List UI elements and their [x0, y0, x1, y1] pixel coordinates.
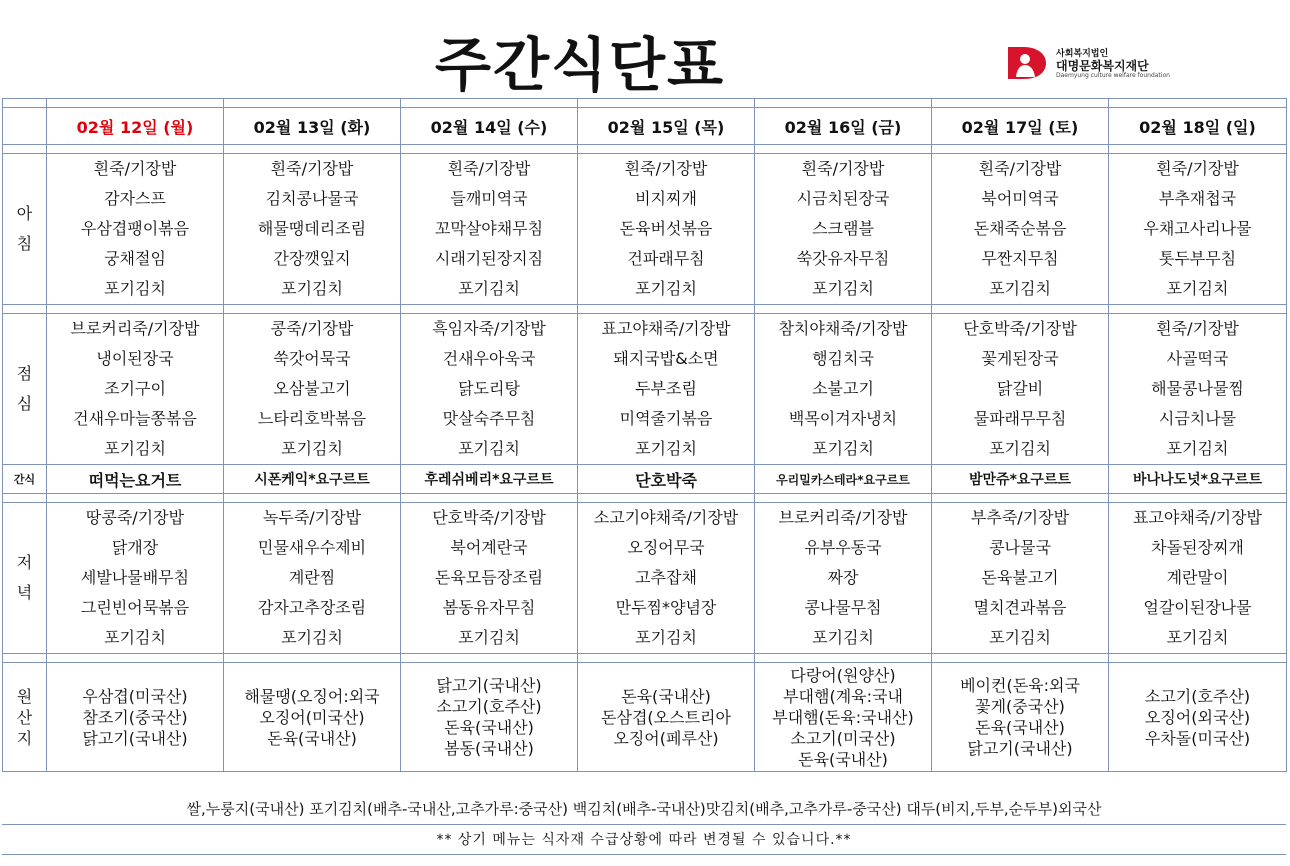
menu-item: 냉이된장국	[96, 349, 174, 368]
menu-item: 우삼겹팽이볶음	[80, 219, 190, 238]
menu-item: 포기김치	[281, 279, 343, 298]
spacer-cell	[578, 99, 755, 108]
menu-item: 브로커리죽/기장밥	[778, 508, 908, 527]
menu-cell	[755, 503, 932, 654]
menu-item: 콩나물무침	[804, 598, 882, 617]
menu-item: 김치콩나물국	[265, 189, 359, 208]
origin-row	[3, 663, 1287, 772]
menu-cell	[755, 154, 932, 305]
menu-item: 단호박죽/기장밥	[432, 508, 546, 527]
menu-item: 닭도리탕	[458, 379, 520, 398]
menu-cell	[1109, 154, 1287, 305]
spacer-cell	[47, 654, 224, 663]
footer-change-notice: ** 상기 메뉴는 식자재 수급상황에 따라 변경될 수 있습니다.**	[2, 826, 1286, 855]
menu-item: 포기김치	[989, 439, 1051, 458]
menu-item: 포기김치	[989, 628, 1051, 647]
menu-item: 해물콩나물찜	[1151, 379, 1244, 398]
menu-item: 돈육불고기	[981, 568, 1059, 587]
origin-item: 해물땡(오징어:외국	[244, 686, 380, 706]
origin-cell	[578, 663, 755, 772]
spacer-cell	[224, 654, 401, 663]
origin-item: 꽃게(중국산)	[975, 697, 1065, 716]
menu-item: 흰죽/기장밥	[93, 159, 177, 178]
date-header: 02월 15일 (목)	[578, 108, 755, 145]
spacer-cell	[3, 99, 47, 108]
menu-cell	[755, 314, 932, 465]
spacer-cell	[224, 305, 401, 314]
menu-item: 쑥갓유자무침	[796, 249, 890, 268]
menu-item: 포기김치	[812, 628, 874, 647]
spacer-cell	[401, 145, 578, 154]
page-title: 주간식단표	[434, 31, 726, 99]
menu-item: 시래기된장지짐	[434, 249, 544, 268]
menu-item: 땅콩죽/기장밥	[85, 508, 185, 527]
menu-item: 닭갈비	[996, 379, 1044, 398]
menu-item: 오징어무국	[627, 538, 705, 557]
menu-item: 두부조림	[635, 379, 697, 398]
meal-row-dinner	[3, 503, 1287, 654]
origin-item: 소고기(호주산)	[436, 697, 542, 716]
spacer-cell	[755, 145, 932, 154]
menu-item: 얼갈이된장나물	[1143, 598, 1252, 617]
spacer-cell	[47, 305, 224, 314]
menu-item: 돈채죽순볶음	[973, 219, 1067, 238]
meal-label-origin: 원 산 지	[3, 663, 47, 772]
origin-item: 돈육(국내산)	[798, 749, 888, 769]
menu-cell	[401, 314, 578, 465]
menu-item: 콩나물국	[989, 538, 1051, 557]
meal-label-dinner: 저 녁	[3, 503, 47, 654]
snack-cell: 떠먹는요거트	[47, 465, 224, 494]
origin-item: 돈육(국내산)	[975, 718, 1065, 737]
origin-item: 다랑어(원양산)	[790, 665, 896, 685]
menu-item: 세발나물배무침	[80, 568, 190, 587]
snack-cell: 바나나도넛*요구르트	[1109, 465, 1287, 494]
spacer-cell	[224, 145, 401, 154]
footer-origin-note: 쌀,누룽지(국내산) 포기김치(배추-국내산,고추가루:중국산) 백김치(배추-국내산)맛김치(배추,고추가루-중국산) 대두(비지,두부,순두부)외국산	[2, 794, 1286, 825]
menu-item: 간장깻잎지	[273, 249, 351, 268]
menu-item: 건새우아욱국	[442, 349, 536, 368]
menu-item: 흰죽/기장밥	[1156, 319, 1239, 338]
menu-item: 흰죽/기장밥	[801, 159, 885, 178]
menu-item: 궁채절임	[104, 249, 166, 268]
menu-cell	[1109, 314, 1287, 465]
date-header: 02월 14일 (수)	[401, 108, 578, 145]
menu-item: 표고야채죽/기장밥	[601, 319, 731, 338]
spacer-cell	[401, 654, 578, 663]
spacer-cell	[1109, 99, 1287, 108]
spacer-cell	[3, 305, 47, 314]
spacer-cell	[755, 99, 932, 108]
spacer-cell	[3, 654, 47, 663]
menu-item: 표고야채죽/기장밥	[1132, 508, 1263, 527]
menu-item: 포기김치	[1166, 279, 1229, 298]
spacer-cell	[3, 494, 47, 503]
meal-label-lunch: 점 심	[3, 314, 47, 465]
menu-cell	[47, 154, 224, 305]
date-header: 02월 13일 (화)	[224, 108, 401, 145]
menu-item: 꽃게된장국	[981, 349, 1059, 368]
origin-cell	[755, 663, 932, 772]
spacer-row	[3, 145, 1287, 154]
menu-item: 돼지국밥&소면	[613, 349, 719, 368]
menu-item: 감자스프	[104, 189, 166, 208]
spacer-cell	[755, 654, 932, 663]
origin-item: 우삼겹(미국산)	[82, 686, 188, 706]
menu-item: 시금치나물	[1158, 409, 1237, 428]
date-header: 02월 16일 (금)	[755, 108, 932, 145]
menu-item: 포기김치	[635, 628, 697, 647]
snack-cell: 밤만쥬*요구르트	[932, 465, 1109, 494]
menu-item: 건파래무침	[627, 249, 705, 268]
origin-item: 돈삼겹(오스트리아	[601, 707, 731, 727]
menu-item: 미역줄기볶음	[619, 409, 713, 428]
spacer-cell	[401, 494, 578, 503]
origin-item: 오징어(외국산)	[1144, 707, 1251, 727]
menu-item: 봄동유자무침	[442, 598, 536, 617]
menu-item: 포기김치	[281, 439, 343, 458]
logo-name: 대명문화복지재단	[1056, 59, 1149, 73]
menu-item: 돈육모듬장조림	[434, 568, 544, 587]
menu-item: 만두찜*양념장	[615, 598, 717, 617]
menu-item: 고추잡채	[635, 568, 697, 587]
spacer-cell	[578, 305, 755, 314]
origin-item: 돈육(국내산)	[444, 718, 534, 737]
menu-item: 포기김치	[458, 628, 520, 647]
menu-item: 백목이겨자냉치	[788, 409, 898, 428]
spacer-cell	[3, 145, 47, 154]
menu-item: 소고기야채죽/기장밥	[593, 508, 739, 527]
menu-item: 포기김치	[104, 628, 166, 647]
menu-item: 맛살숙주무침	[442, 409, 536, 428]
menu-item: 짜장	[827, 568, 859, 587]
origin-cell	[1109, 663, 1287, 772]
menu-cell	[224, 503, 401, 654]
menu-item: 느타리호박볶음	[257, 409, 367, 428]
menu-item: 부추죽/기장밥	[970, 508, 1070, 527]
meal-label-breakfast: 아 침	[3, 154, 47, 305]
menu-item: 사골떡국	[1166, 349, 1229, 368]
meal-row-breakfast	[3, 154, 1287, 305]
menu-cell	[932, 503, 1109, 654]
menu-item: 스크램블	[812, 219, 874, 238]
menu-cell	[401, 503, 578, 654]
menu-cell	[47, 314, 224, 465]
menu-item: 해물땡데리조림	[257, 219, 367, 238]
snack-cell: 우리밀카스테라*요구르트	[755, 465, 932, 494]
foundation-logo-icon	[1004, 44, 1050, 82]
origin-cell	[401, 663, 578, 772]
origin-item: 오징어(페루산)	[613, 728, 719, 748]
origin-item: 돈육(국내산)	[621, 686, 711, 706]
menu-item: 흰죽/기장밥	[624, 159, 708, 178]
menu-item: 건새우마늘쫑볶음	[73, 409, 197, 428]
foundation-logo	[1004, 44, 1170, 84]
menu-item: 포기김치	[812, 279, 874, 298]
weekly-menu-table	[2, 98, 1287, 772]
menu-item: 포기김치	[458, 439, 520, 458]
spacer-row	[3, 99, 1287, 108]
menu-item: 우채고사리나물	[1143, 219, 1252, 238]
menu-item: 조기구이	[104, 379, 166, 398]
spacer-cell	[932, 654, 1109, 663]
origin-item: 부대햄(돈육:국내산)	[772, 707, 914, 727]
spacer-cell	[401, 305, 578, 314]
menu-cell	[47, 503, 224, 654]
spacer-cell	[224, 494, 401, 503]
origin-item: 소고기(호주산)	[1144, 686, 1251, 706]
menu-item: 감자고추장조림	[257, 598, 367, 617]
menu-item: 들깨미역국	[450, 189, 528, 208]
menu-item: 차돌된장찌개	[1151, 538, 1244, 557]
menu-item: 꼬막살야채무침	[434, 219, 544, 238]
menu-item: 부추재첩국	[1158, 189, 1237, 208]
menu-item: 계란찜	[288, 568, 336, 587]
menu-cell	[1109, 503, 1287, 654]
menu-item: 포기김치	[635, 279, 697, 298]
menu-item: 흰죽/기장밥	[270, 159, 354, 178]
spacer-cell	[932, 99, 1109, 108]
spacer-row	[3, 494, 1287, 503]
menu-cell	[932, 154, 1109, 305]
menu-item: 행김치국	[812, 349, 874, 368]
origin-item: 봄동(국내산)	[444, 739, 534, 758]
menu-item: 녹두죽/기장밥	[262, 508, 362, 527]
spacer-cell	[47, 99, 224, 108]
spacer-cell	[1109, 494, 1287, 503]
snack-cell: 후레쉬베리*요구르트	[401, 465, 578, 494]
menu-item: 브로커리죽/기장밥	[70, 319, 200, 338]
menu-item: 닭개장	[111, 538, 159, 557]
origin-item: 참조기(중국산)	[82, 707, 188, 727]
spacer-cell	[755, 305, 932, 314]
menu-item: 톳두부무침	[1158, 249, 1237, 268]
menu-item: 포기김치	[1166, 628, 1229, 647]
origin-item: 돈육(국내산)	[267, 728, 357, 748]
origin-item: 부대햄(계육:국내	[783, 686, 903, 706]
spacer-cell	[47, 494, 224, 503]
snack-cell: 시폰케익*요구르트	[224, 465, 401, 494]
origin-cell	[224, 663, 401, 772]
menu-item: 포기김치	[635, 439, 697, 458]
date-header-row	[3, 108, 1287, 145]
menu-item: 무짠지무침	[981, 249, 1059, 268]
origin-item: 오징어(미국산)	[259, 707, 365, 727]
origin-item: 우차돌(미국산)	[1144, 728, 1251, 748]
menu-item: 그린빈어묵볶음	[80, 598, 190, 617]
origin-item: 소고기(미국산)	[790, 728, 896, 748]
menu-item: 소불고기	[812, 379, 874, 398]
meal-row-lunch	[3, 314, 1287, 465]
header-corner	[3, 108, 47, 145]
spacer-cell	[47, 145, 224, 154]
spacer-cell	[932, 305, 1109, 314]
menu-item: 단호박죽/기장밥	[963, 319, 1077, 338]
menu-item: 흑임자죽/기장밥	[432, 319, 546, 338]
spacer-cell	[932, 145, 1109, 154]
menu-cell	[932, 314, 1109, 465]
menu-item: 포기김치	[1166, 439, 1229, 458]
snack-cell: 단호박죽	[578, 465, 755, 494]
menu-item: 포기김치	[281, 628, 343, 647]
menu-cell	[578, 503, 755, 654]
meal-label-snack: 간식	[3, 465, 47, 494]
menu-item: 포기김치	[104, 279, 166, 298]
menu-item: 계란말이	[1166, 568, 1229, 587]
origin-cell	[47, 663, 224, 772]
origin-item: 닭고기(국내산)	[436, 676, 542, 695]
menu-item: 흰죽/기장밥	[978, 159, 1062, 178]
logo-subtitle: 사회복지법인	[1056, 49, 1109, 59]
menu-item: 북어계란국	[450, 538, 528, 557]
menu-item: 포기김치	[458, 279, 520, 298]
origin-item: 베이컨(돈육:외국	[960, 676, 1080, 695]
menu-item: 물파래무무침	[973, 409, 1067, 428]
date-header: 02월 17일 (토)	[932, 108, 1109, 145]
menu-item: 오삼불고기	[273, 379, 351, 398]
logo-english-name: Daemyung culture welfare foundation	[1056, 72, 1170, 79]
spacer-cell	[578, 145, 755, 154]
date-header: 02월 18일 (일)	[1109, 108, 1287, 145]
spacer-row	[3, 305, 1287, 314]
menu-item: 포기김치	[812, 439, 874, 458]
menu-item: 시금치된장국	[796, 189, 890, 208]
menu-item: 북어미역국	[981, 189, 1059, 208]
menu-cell	[578, 154, 755, 305]
menu-item: 쑥갓어묵국	[273, 349, 351, 368]
menu-item: 포기김치	[989, 279, 1051, 298]
menu-item: 흰죽/기장밥	[1156, 159, 1239, 178]
menu-cell	[578, 314, 755, 465]
spacer-cell	[1109, 305, 1287, 314]
spacer-cell	[755, 494, 932, 503]
menu-item: 포기김치	[104, 439, 166, 458]
menu-item: 유부우동국	[804, 538, 882, 557]
spacer-cell	[401, 99, 578, 108]
menu-cell	[401, 154, 578, 305]
spacer-row	[3, 654, 1287, 663]
origin-cell	[932, 663, 1109, 772]
menu-cell	[224, 154, 401, 305]
menu-item: 비지찌개	[635, 189, 697, 208]
menu-item: 콩죽/기장밥	[270, 319, 354, 338]
origin-item: 닭고기(국내산)	[967, 739, 1073, 758]
origin-item: 닭고기(국내산)	[82, 728, 188, 748]
date-header: 02월 12일 (월)	[47, 108, 224, 145]
spacer-cell	[932, 494, 1109, 503]
spacer-cell	[578, 494, 755, 503]
spacer-cell	[578, 654, 755, 663]
menu-item: 멸치견과볶음	[973, 598, 1067, 617]
spacer-cell	[224, 99, 401, 108]
menu-item: 흰죽/기장밥	[447, 159, 531, 178]
spacer-cell	[1109, 145, 1287, 154]
menu-item: 참치야채죽/기장밥	[778, 319, 908, 338]
menu-cell	[224, 314, 401, 465]
menu-item: 돈육버섯볶음	[619, 219, 713, 238]
snack-row	[3, 465, 1287, 494]
menu-item: 민물새우수제비	[257, 538, 367, 557]
spacer-cell	[1109, 654, 1287, 663]
